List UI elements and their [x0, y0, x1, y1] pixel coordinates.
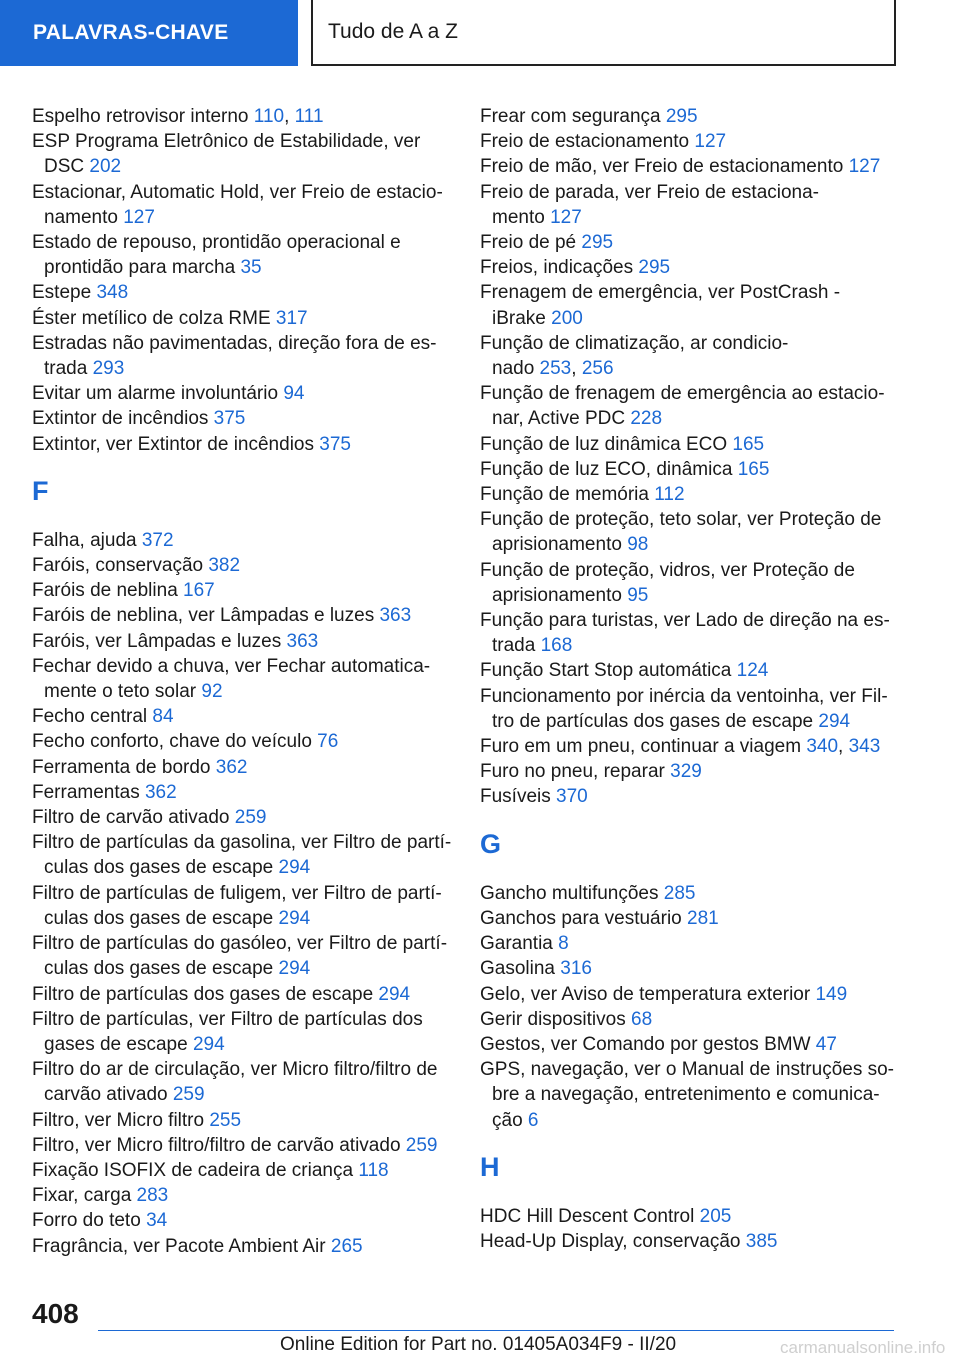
page-ref-link[interactable]: 294: [278, 857, 311, 879]
index-entry: [32, 528, 452, 553]
page-ref-link[interactable]: 118: [358, 1159, 389, 1181]
entry-text: mento: [492, 206, 551, 228]
entry-text: Filtro de partículas dos gases de escape: [32, 983, 379, 1005]
page-ref-link[interactable]: 68: [631, 1008, 653, 1030]
page-ref-link[interactable]: 382: [208, 555, 241, 577]
entry-text: Gerir dispositivos: [480, 1008, 631, 1030]
index-entry: [480, 658, 896, 683]
entry-text: culas dos gases de escape: [44, 857, 279, 879]
entry-text: tro de partículas dos gases de escape: [492, 710, 819, 732]
entry-text: bre a navegação, entretenimento e comunica-: [492, 1084, 880, 1106]
page-ref-link[interactable]: 362: [215, 756, 248, 778]
page-ref-link[interactable]: 285: [663, 882, 696, 904]
entry-text: Freios, indicações: [480, 257, 639, 279]
page-ref-link[interactable]: 200: [551, 307, 583, 329]
page-ref-link[interactable]: 127: [123, 206, 155, 228]
index-entry: [32, 704, 452, 729]
entry-text: culas dos gases de escape: [44, 958, 279, 980]
entry-text: Função de luz ECO, dinâmica: [480, 458, 738, 480]
page-ref-link[interactable]: 98: [627, 534, 649, 556]
page-ref-link[interactable]: 317: [275, 307, 308, 329]
page-ref-link[interactable]: 168: [540, 635, 573, 657]
page-ref-link[interactable]: 294: [278, 958, 311, 980]
entry-text: Filtro do ar de circulação, ver Micro filtro/filtro de: [32, 1059, 438, 1081]
page-ref-link[interactable]: 253: [539, 358, 572, 380]
entry-text: culas dos gases de escape: [44, 907, 279, 929]
entry-text: Freio de pé: [480, 232, 582, 254]
entry-text: Fechar devido a chuva, ver Fechar automatica-: [32, 655, 431, 677]
page-ref-link[interactable]: 84: [152, 706, 174, 728]
entry-text: prontidão para marcha: [44, 257, 241, 279]
page-ref-link[interactable]: 205: [699, 1205, 732, 1227]
entry-text: carvão ativado: [44, 1084, 173, 1106]
page-ref-link[interactable]: 259: [234, 807, 267, 829]
entry-text: Faróis de neblina: [32, 580, 184, 602]
index-entry: [32, 931, 452, 981]
index-entry: [32, 180, 452, 230]
entry-text: Falha, ajuda: [32, 529, 142, 551]
index-entry: [32, 1133, 452, 1158]
index-entry: [32, 1057, 452, 1107]
index-entry: [32, 129, 452, 179]
edition-info: Online Edition for Part no. 01405A034F9 - II/20: [280, 1334, 677, 1355]
entry-text: namento: [44, 206, 124, 228]
index-entry: [480, 432, 896, 457]
index-entry: [32, 629, 452, 654]
entry-text: Filtro de carvão ativado: [32, 807, 235, 829]
entry-text: Ferramenta de bordo: [32, 756, 216, 778]
index-entry: [32, 406, 452, 431]
index-entry: [32, 331, 452, 381]
page-ref-link[interactable]: 255: [209, 1109, 242, 1131]
entry-text: Ferramentas: [32, 781, 145, 803]
index-column-right: [480, 104, 896, 1254]
index-entry: [480, 1229, 896, 1254]
entry-text: mente o teto solar: [44, 681, 202, 703]
page-ref-link[interactable]: 316: [560, 958, 592, 980]
page-ref-link[interactable]: 167: [183, 580, 215, 602]
index-entry: [32, 755, 452, 780]
index-entry: [32, 881, 452, 931]
entry-text: DSC: [44, 156, 90, 178]
entry-text: Frear com segurança: [480, 106, 666, 127]
index-entry: [32, 230, 452, 280]
index-entry: [32, 805, 452, 830]
index-entry: [480, 331, 896, 381]
page-ref-link[interactable]: 228: [630, 408, 663, 430]
page-footer: [0, 1290, 960, 1362]
entry-text: Funcionamento por inércia da ventoinha, ver Fil-: [480, 685, 888, 707]
page-ref-link[interactable]: 329: [670, 761, 702, 783]
entry-text: iBrake: [492, 307, 552, 329]
entry-text: Fusíveis: [480, 786, 557, 808]
page-ref-link[interactable]: 362: [144, 781, 177, 803]
page-ref-link[interactable]: 110: [253, 106, 285, 127]
entry-text: Filtro de partículas do gasóleo, ver Filtro de partí-: [32, 933, 448, 955]
page-ref-link[interactable]: 111: [294, 106, 324, 127]
index-entry: [32, 280, 452, 305]
index-entry: [480, 684, 896, 734]
page-ref-link[interactable]: 295: [665, 106, 698, 127]
index-entry: [480, 784, 896, 809]
index-entry: [480, 280, 896, 330]
entry-text: Freio de parada, ver Freio de estaciona-: [480, 181, 820, 203]
index-entry: [32, 1108, 452, 1133]
index-entry: [480, 558, 896, 608]
entry-text: HDC Hill Descent Control: [480, 1205, 700, 1227]
index-entry: [480, 129, 896, 154]
entry-text: Função de frenagem de emergência ao estacio-: [480, 383, 885, 405]
entry-text: Filtro de partículas de fuligem, ver Filtro de partí-: [32, 882, 442, 904]
entry-text: Estado de repouso, prontidão operacional e: [32, 232, 401, 254]
entry-text: trada: [44, 358, 93, 380]
page-ref-link[interactable]: 348: [96, 282, 129, 304]
index-entry: [32, 1007, 452, 1057]
page-ref-link[interactable]: 127: [848, 156, 881, 178]
index-entry: [32, 104, 452, 129]
index-entry: [480, 906, 896, 931]
page-ref-link[interactable]: 343: [848, 736, 881, 758]
page-ref-link[interactable]: 165: [732, 433, 765, 455]
index-letter-heading: F: [32, 475, 49, 506]
page-ref-link[interactable]: 127: [550, 206, 582, 228]
entry-text: Fecho central: [32, 706, 153, 728]
page-ref-link[interactable]: 370: [556, 786, 588, 808]
entry-text: Função de proteção, vidros, ver Proteção de: [480, 559, 855, 581]
page-ref-link[interactable]: 165: [737, 458, 770, 480]
index-entry: [32, 1158, 452, 1183]
entry-text: Função de proteção, teto solar, ver Proteção de: [480, 509, 882, 531]
page-ref-link[interactable]: 385: [745, 1230, 778, 1252]
footer-divider: [98, 1330, 894, 1331]
page-ref-link[interactable]: 281: [687, 907, 719, 929]
index-entry: [480, 608, 896, 658]
index-entry: [480, 1032, 896, 1057]
entry-text: gases de escape: [44, 1033, 193, 1055]
index-entry: [32, 830, 452, 880]
index-entry: [480, 381, 896, 431]
page-ref-link[interactable]: 375: [213, 408, 246, 430]
page-ref-link[interactable]: 363: [286, 630, 319, 652]
page-ref-link[interactable]: 47: [815, 1033, 837, 1055]
index-letter-heading: H: [480, 1151, 500, 1182]
entry-text: Função para turistas, ver Lado de direção na es-: [480, 610, 890, 632]
index-entry: [32, 1183, 452, 1208]
page-ref-link[interactable]: 340: [806, 736, 839, 758]
page-ref-link[interactable]: 127: [694, 131, 727, 153]
page-ref-link[interactable]: 294: [818, 710, 851, 732]
index-entry: [32, 578, 452, 603]
entry-text: Éster metílico de colza RME: [32, 307, 276, 329]
index-entry: [480, 230, 896, 255]
index-entry: [32, 1208, 452, 1233]
entry-text: Faróis de neblina, ver Lâmpadas e luzes: [32, 605, 380, 627]
page-ref-link[interactable]: 372: [141, 529, 174, 551]
page-ref-link[interactable]: 256: [581, 358, 614, 380]
index-entry: [480, 1204, 896, 1229]
page-ref-link[interactable]: 294: [378, 983, 411, 1005]
entry-text: Forro do teto: [32, 1210, 147, 1232]
page-ref-link[interactable]: 294: [278, 907, 311, 929]
entry-text: Filtro, ver Micro filtro/filtro de carvão ativado: [32, 1134, 406, 1156]
page-ref-link[interactable]: 363: [379, 605, 412, 627]
index-entry: [32, 306, 452, 331]
entry-text: ção: [492, 1109, 528, 1131]
entry-text: aprisionamento: [492, 584, 628, 606]
page-ref-link[interactable]: 283: [136, 1185, 169, 1207]
entry-text: Head-Up Display, conservação: [480, 1230, 746, 1252]
entry-text: Função Start Stop automática: [480, 660, 737, 682]
entry-text: Filtro, ver Micro filtro: [32, 1109, 210, 1131]
entry-text: Gasolina: [480, 958, 561, 980]
entry-text: Gancho multifunções: [480, 882, 664, 904]
index-entry: [480, 507, 896, 557]
index-entry: [480, 982, 896, 1007]
page-ref-link[interactable]: 8: [558, 933, 569, 955]
entry-text: Furo no pneu, reparar: [480, 761, 671, 783]
page-ref-link[interactable]: 259: [172, 1084, 205, 1106]
index-entry: [32, 729, 452, 754]
index-entry: [32, 553, 452, 578]
page-ref-link[interactable]: 76: [317, 731, 339, 753]
page-ref-link[interactable]: 259: [405, 1134, 438, 1156]
ref-separator: ,: [838, 736, 849, 758]
index-entry: [32, 1234, 452, 1259]
entry-text: Faróis, ver Lâmpadas e luzes: [32, 630, 287, 652]
section-title: Tudo de A a Z: [311, 0, 896, 66]
index-entry: [32, 982, 452, 1007]
page-ref-link[interactable]: 94: [283, 383, 305, 405]
index-entry: [480, 482, 896, 507]
page-ref-link[interactable]: 375: [319, 433, 351, 455]
ref-separator: ,: [571, 358, 582, 380]
entry-text: aprisionamento: [492, 534, 628, 556]
page-ref-link[interactable]: 294: [192, 1033, 225, 1055]
page-ref-link[interactable]: 6: [527, 1109, 539, 1131]
entry-text: Garantia: [480, 933, 559, 955]
entry-text: nado: [492, 358, 540, 380]
index-entry: [480, 104, 896, 129]
entry-text: Fragrância, ver Pacote Ambient Air: [32, 1235, 331, 1257]
page-number: 408: [32, 1298, 79, 1329]
entry-text: Extintor, ver Extintor de incêndios: [32, 433, 320, 455]
entry-text: Espelho retrovisor interno: [32, 106, 254, 127]
page-ref-link[interactable]: 95: [627, 584, 649, 606]
index-entry: [32, 603, 452, 628]
entry-text: Freio de estacionamento: [480, 131, 695, 153]
entry-text: Estepe: [32, 282, 97, 304]
index-entry: [480, 154, 896, 179]
entry-text: Ganchos para vestuário: [480, 907, 688, 929]
index-entry: [32, 654, 452, 704]
entry-text: trada: [492, 635, 541, 657]
entry-text: Filtro de partículas da gasolina, ver Filtro de partí-: [32, 832, 452, 854]
page-ref-link[interactable]: 112: [654, 484, 685, 506]
page-ref-link[interactable]: 265: [330, 1235, 363, 1257]
index-entry: [480, 759, 896, 784]
index-entry: [32, 381, 452, 406]
watermark: carmanualsonline.info: [780, 1338, 946, 1357]
page-ref-link[interactable]: 35: [240, 257, 262, 279]
entry-text: Freio de mão, ver Freio de estacionamento: [480, 156, 849, 178]
page-ref-link[interactable]: 34: [146, 1210, 168, 1232]
page-ref-link[interactable]: 124: [736, 660, 769, 682]
tab-keywords[interactable]: PALAVRAS-CHAVE: [0, 0, 298, 66]
page-ref-link[interactable]: 202: [89, 156, 122, 178]
entry-text: Fixar, carga: [32, 1185, 137, 1207]
page-header: [0, 0, 960, 66]
entry-text: Evitar um alarme involuntário: [32, 383, 284, 405]
entry-text: Estradas não pavimentadas, direção fora de es-: [32, 332, 437, 354]
page-ref-link[interactable]: 293: [92, 358, 125, 380]
index-letter-heading: G: [480, 828, 502, 859]
ref-separator: ,: [284, 106, 295, 127]
entry-text: Gelo, ver Aviso de temperatura exterior: [480, 983, 816, 1005]
entry-text: Frenagem de emergência, ver PostCrash -: [480, 282, 841, 304]
entry-text: Função de luz dinâmica ECO: [480, 433, 733, 455]
entry-text: ESP Programa Eletrônico de Estabilidade, ver: [32, 131, 421, 153]
index-entry: [480, 956, 896, 981]
page-ref-link[interactable]: 295: [581, 232, 614, 254]
entry-text: Fecho conforto, chave do veículo: [32, 731, 318, 753]
index-entry: [480, 734, 896, 759]
entry-text: Extintor de incêndios: [32, 408, 214, 430]
index-entry: [480, 255, 896, 280]
entry-text: Faróis, conservação: [32, 555, 209, 577]
index-entry: [480, 1007, 896, 1032]
index-entry: [480, 881, 896, 906]
index-entry: [480, 931, 896, 956]
entry-text: Furo em um pneu, continuar a viagem: [480, 736, 807, 758]
entry-text: Fixação ISOFIX de cadeira de criança: [32, 1159, 359, 1181]
entry-text: Gestos, ver Comando por gestos BMW: [480, 1033, 816, 1055]
entry-text: Estacionar, Automatic Hold, ver Freio de estacio-: [32, 181, 443, 203]
entry-text: Filtro de partículas, ver Filtro de partículas dos: [32, 1008, 423, 1030]
index-entry: [32, 780, 452, 805]
page-ref-link[interactable]: 295: [638, 257, 671, 279]
page-ref-link[interactable]: 92: [201, 681, 223, 703]
entry-text: Função de memória: [480, 484, 655, 506]
entry-text: nar, Active PDC: [492, 408, 631, 430]
index-entry: [480, 1057, 896, 1133]
entry-text: GPS, navegação, ver o Manual de instruções so-: [480, 1059, 895, 1081]
entry-text: Função de climatização, ar condicio-: [480, 332, 789, 354]
index-entry: [32, 432, 452, 457]
index-entry: [480, 457, 896, 482]
index-entry: [480, 180, 896, 230]
index-column-left: [32, 104, 452, 1259]
page-ref-link[interactable]: 149: [815, 983, 848, 1005]
